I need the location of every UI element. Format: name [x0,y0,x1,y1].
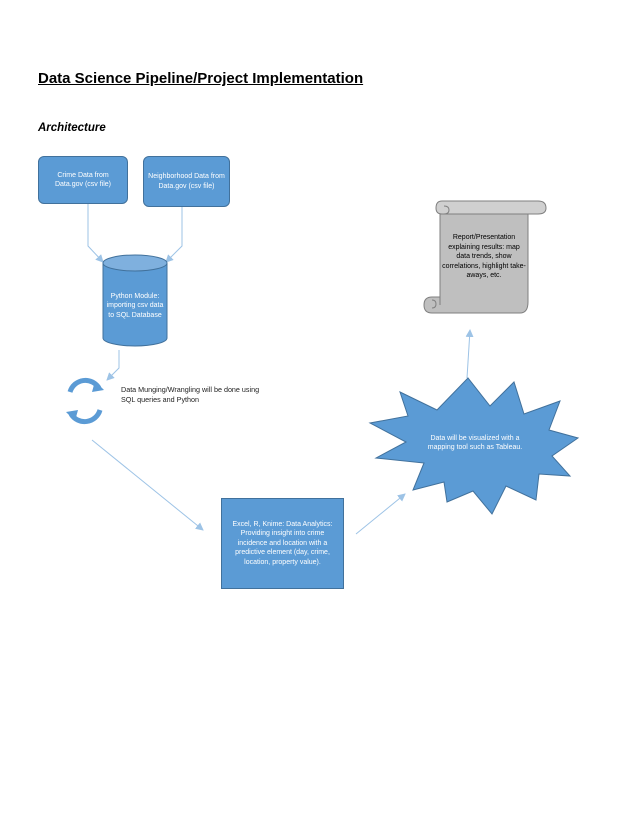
crime-data-label: Crime Data from Data.gov (csv file) [54,171,112,188]
page-title: Data Science Pipeline/Project Implementation [38,70,364,87]
arrow-python-to-munging [107,350,119,380]
report-label: Report/Presentation explaining results: map data trends, show correlations, highlight take-aways, etc. [442,234,526,280]
arrow-neighborhood-to-python [166,207,182,262]
neighborhood-data-box [143,156,230,207]
arrow-munging-to-analytics [92,440,203,530]
arrow-visualize-to-report [467,330,470,378]
analytics-box [221,498,344,589]
python-module-label: Python Module: importing csv data to SQL Database [106,292,164,319]
section-heading: Architecture [38,122,106,134]
arrow-analytics-to-visualize [356,494,405,534]
analytics-label: Excel, R, Knime: Data Analytics: Providing insight into crime incidence and location with a predictive element (day, crime, location, property value). [232,520,333,566]
neighborhood-data-label: Neighborhood Data from Data.gov (csv file) [148,173,225,190]
crime-data-box [38,156,128,204]
visualize-label: Data will be visualized with a mapping tool such as Tableau. [427,434,523,451]
arrow-crime-to-python [88,203,103,262]
circular-arrows-icon [66,380,104,421]
munging-label: Data Munging/Wrangling will be done using SQL queries and Python [121,385,260,405]
